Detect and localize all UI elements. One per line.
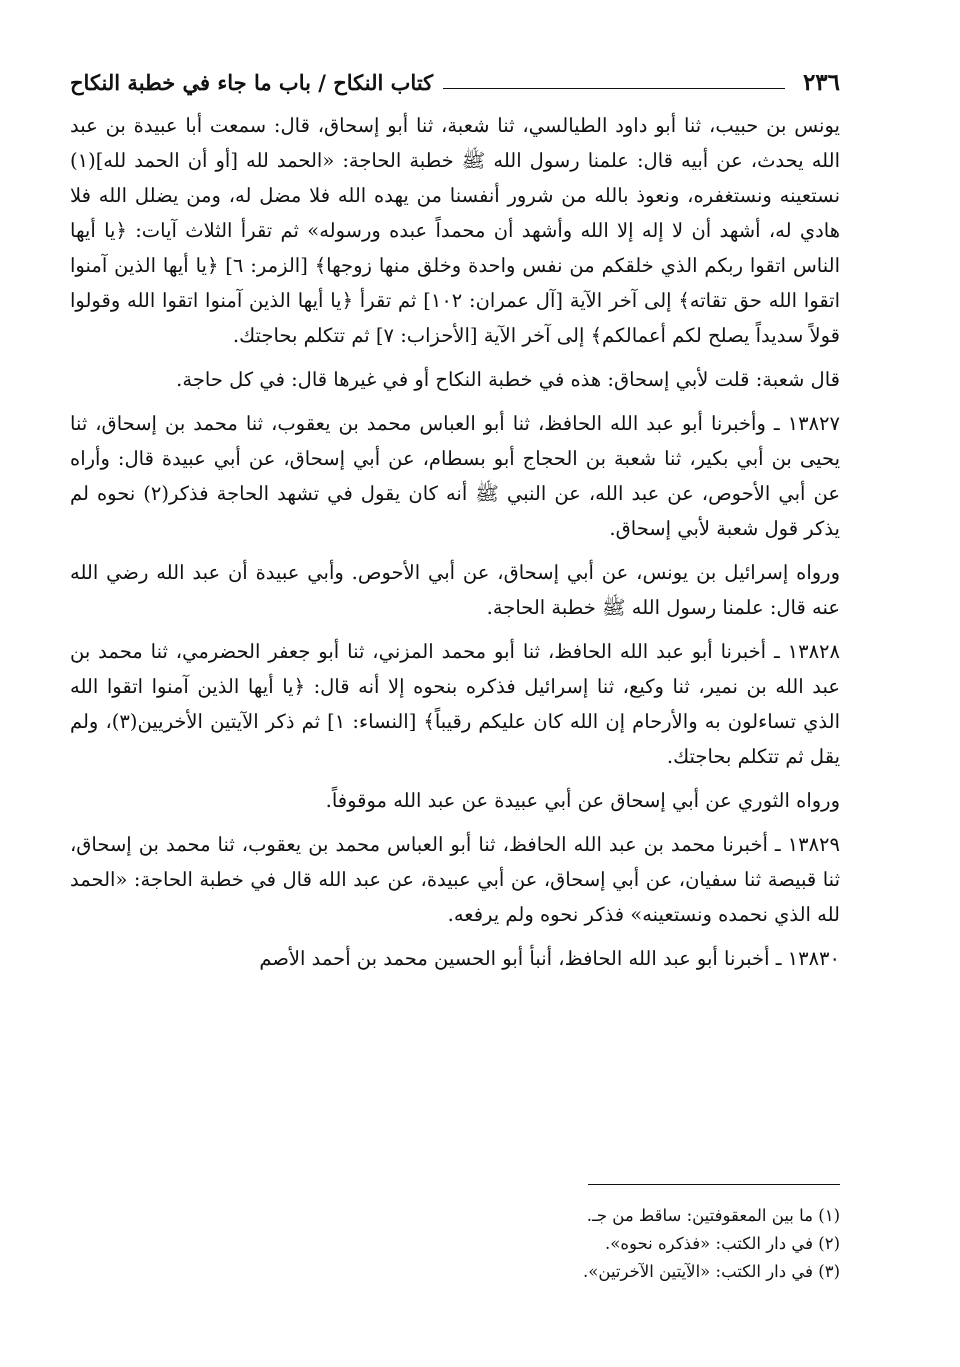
footnote-separator	[588, 1184, 840, 1185]
page-header	[70, 62, 840, 102]
paragraph-hadith-13828: ١٣٨٢٨ ـ أخبرنا أبو عبد الله الحافظ، ثنا أبو محمد المزني، ثنا أبو جعفر الحضرمي، ثنا محمد بن عبد الله بن نمير، ثنا وكيع، ثنا إسرائيل فذكره بنحوه إلا أنه قال: ﴿يا أيها الذين آمنوا اتقوا الله الذي تساءلون به والأرحام إن الله كان عليكم رقيباً﴾ [النساء: ١] ثم ذكر الآيتين الأخريين(٣)، ولم يقل ثم تتكلم بحاجتك.	[70, 640, 840, 768]
footnote-1: (١) ما بين المعقوفتين: ساقط من جـ.	[586, 1206, 840, 1225]
paragraph-hadith-13827: ١٣٨٢٧ ـ وأخبرنا أبو عبد الله الحافظ، ثنا أبو العباس محمد بن يعقوب، ثنا محمد بن إسحاق، ثنا يحيى بن أبي بكير، ثنا شعبة بن الحجاج أبو بسطام، عن أبي إسحاق، عن أبي عبيدة قال: وأراه عن أبي الأحوص، عن عبد الله، عن النبي ﷺ أنه كان يقول في تشهد الحاجة فذكر(٢) نحوه لم يذكر قول شعبة لأبي إسحاق.	[70, 412, 840, 540]
paragraph-shuba-note: قال شعبة: قلت لأبي إسحاق: هذه في خطبة النكاح أو في غيرها قال: في كل حاجة.	[176, 368, 840, 391]
paragraph-thawri-narration: ورواه الثوري عن أبي إسحاق عن أبي عبيدة عن عبد الله موقوفاً.	[325, 789, 840, 812]
footnote-3: (٣) في دار الكتب: «الآيتين الآخرتين».	[583, 1262, 840, 1281]
paragraph-hadith-13829: ١٣٨٢٩ ـ أخبرنا محمد بن عبد الله الحافظ، ثنا أبو العباس محمد بن يعقوب، ثنا محمد بن إسحاق، ثنا قبيصة ثنا سفيان، عن أبي إسحاق، عن أبي عبيدة، عن عبد الله قال في خطبة الحاجة: «الحمد لله الذي نحمده ونستعينه» فذكر نحوه ولم يرفعه.	[70, 833, 840, 926]
running-title: كتاب النكاح / باب ما جاء في خطبة النكاح	[70, 69, 434, 95]
header-rule	[443, 88, 785, 89]
paragraph-hadith-intro: يونس بن حبيب، ثنا أبو داود الطيالسي، ثنا شعبة، ثنا أبو إسحاق، قال: سمعت أبا عبيدة بن عبد الله يحدث، عن أبيه قال: علمنا رسول الله ﷺ خطبة الحاجة: «الحمد لله [أو أن الحمد لله](١) نستعينه ونستغفره، ونعوذ بالله من شرور أنفسنا من يهده الله فلا مضل له، ومن يضلل الله فلا هادي له، أشهد أن لا إله إلا الله وأشهد أن محمداً عبده ورسوله» ثم تقرأ الثلاث آيات: ﴿يا أيها الناس اتقوا ربكم الذي خلقكم من نفس واحدة وخلق منها زوجها﴾ [الزمر: ٦] ﴿يا أيها الذين آمنوا اتقوا الله حق تقاته﴾ إلى آخر الآية [آل عمران: ١٠٢] ثم تقرأ ﴿يا أيها الذين آمنوا اتقوا الله وقولوا قولاً سديداً يصلح لكم أعمالكم﴾ إلى آخر الآية [الأحزاب: ٧] ثم تتكلم بحاجتك.	[70, 114, 840, 347]
paragraph-hadith-13830: ١٣٨٣٠ ـ أخبرنا أبو عبد الله الحافظ، أنبأ أبو الحسين محمد بن أحمد الأصم	[259, 947, 840, 970]
book-page	[70, 62, 840, 985]
page-body	[70, 108, 840, 976]
footnotes	[70, 1202, 840, 1286]
page-number: ٢٣٦	[802, 68, 840, 96]
footnote-2: (٢) في دار الكتب: «فذكره نحوه».	[605, 1234, 840, 1253]
paragraph-israil-narration: ورواه إسرائيل بن يونس، عن أبي إسحاق، عن أبي الأحوص. وأبي عبيدة أن عبد الله رضي الله عنه قال: علمنا رسول الله ﷺ خطبة الحاجة.	[70, 561, 840, 619]
